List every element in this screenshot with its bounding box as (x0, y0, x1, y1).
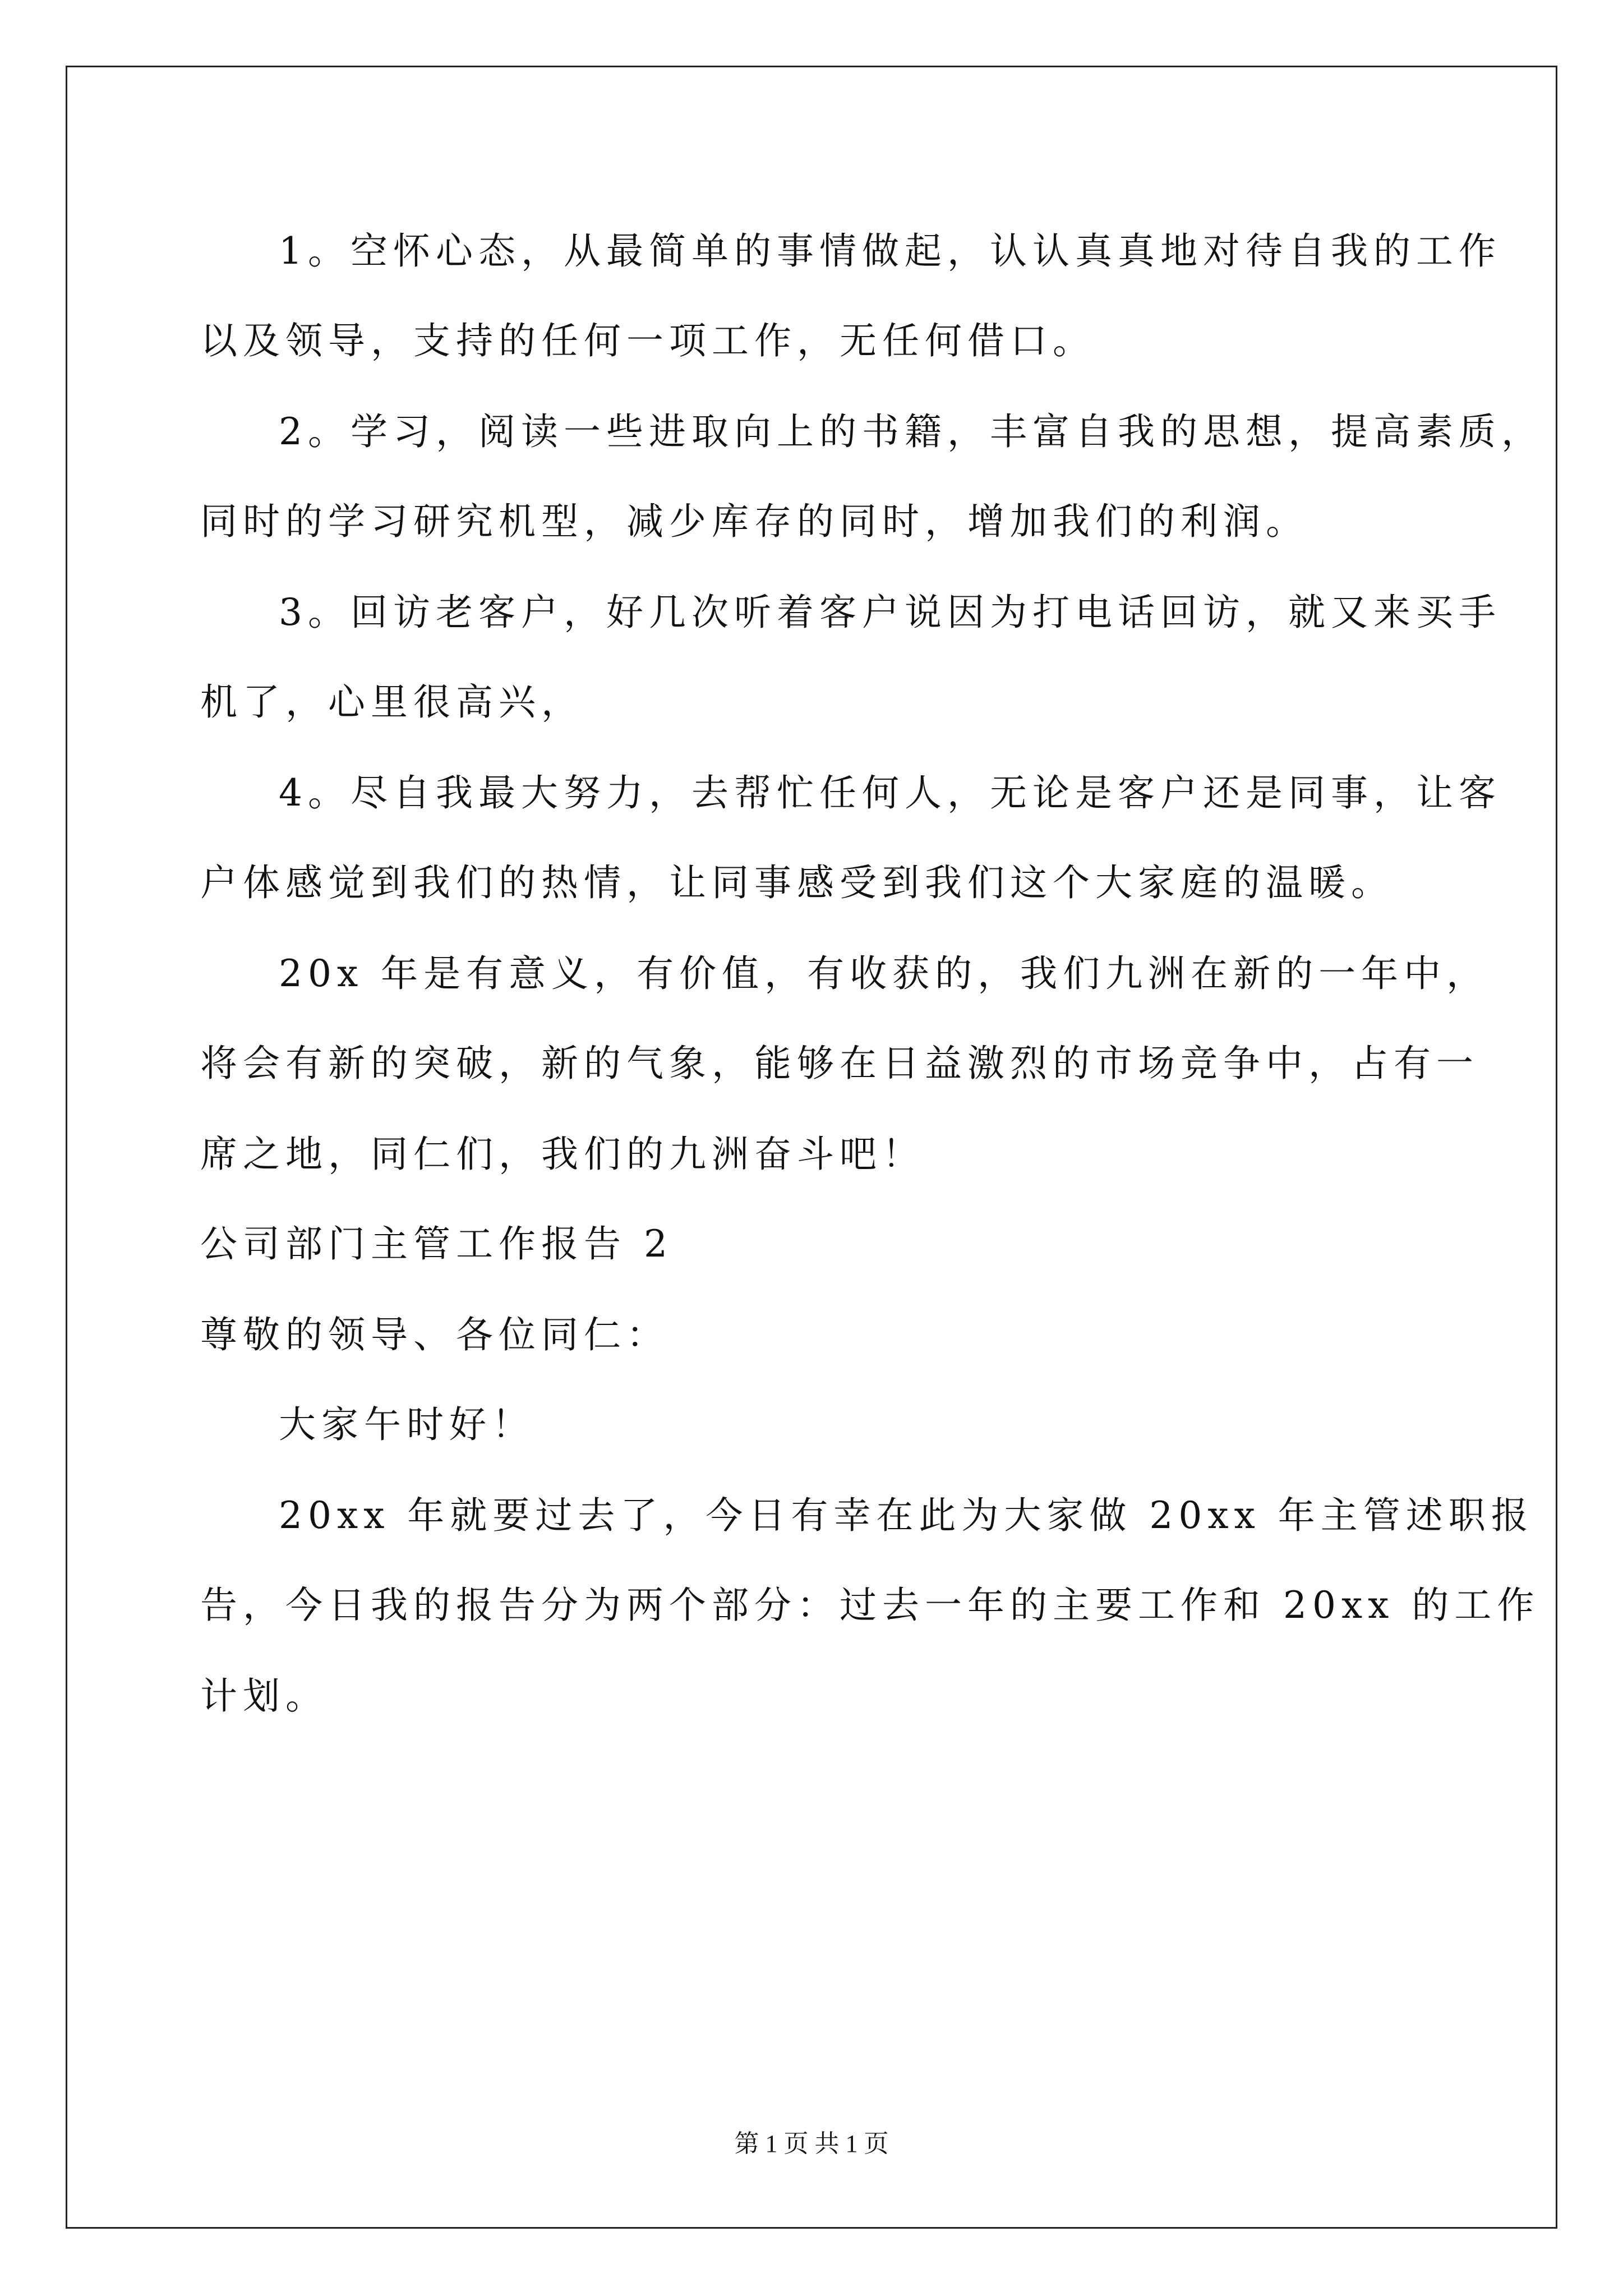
paragraph-2-line-1: 2。学习，阅读一些进取向上的书籍，丰富自我的思想，提高素质， (279, 410, 1544, 453)
paragraph-6-line-1: 20xx 年就要过去了，今日有幸在此为大家做 20xx 年主管述职报 (279, 1494, 1534, 1537)
salutation: 尊敬的领导、各位同仁： (200, 1313, 669, 1356)
paragraph-1-line-1: 1。空怀心态，从最简单的事情做起，认认真真地对待自我的工作 (279, 229, 1501, 273)
greeting: 大家午时好！ (279, 1403, 534, 1446)
paragraph-6-line-3: 计划。 (200, 1674, 328, 1718)
paragraph-3-line-2: 机了，心里很高兴， (200, 680, 584, 724)
paragraph-2-line-2: 同时的学习研究机型，减少库存的同时，增加我们的利润。 (200, 500, 1308, 543)
paragraph-3-line-1: 3。回访老客户，好几次听着客户说因为打电话回访，就又来买手 (279, 591, 1501, 634)
paragraph-5-line-2: 将会有新的突破，新的气象，能够在日益激烈的市场竞争中，占有一 (200, 1042, 1479, 1085)
paragraph-5-line-1: 20x 年是有意义，有价值，有收获的，我们九洲在新的一年中， (279, 952, 1490, 995)
paragraph-6-line-2: 告，今日我的报告分为两个部分：过去一年的主要工作和 20xx 的工作 (200, 1584, 1540, 1627)
section-heading: 公司部门主管工作报告 2 (200, 1222, 673, 1266)
paragraph-1-line-2: 以及领导，支持的任何一项工作，无任何借口。 (200, 319, 1095, 362)
paragraph-4-line-2: 户体感觉到我们的热情，让同事感受到我们这个大家庭的温暖。 (200, 861, 1394, 904)
paragraph-5-line-3: 席之地，同仁们，我们的九洲奋斗吧！ (200, 1133, 925, 1176)
page-number: 第 1 页 共 1 页 (734, 2130, 889, 2157)
paragraph-4-line-1: 4。尽自我最大努力，去帮忙任何人，无论是客户还是同事，让客 (279, 771, 1501, 815)
